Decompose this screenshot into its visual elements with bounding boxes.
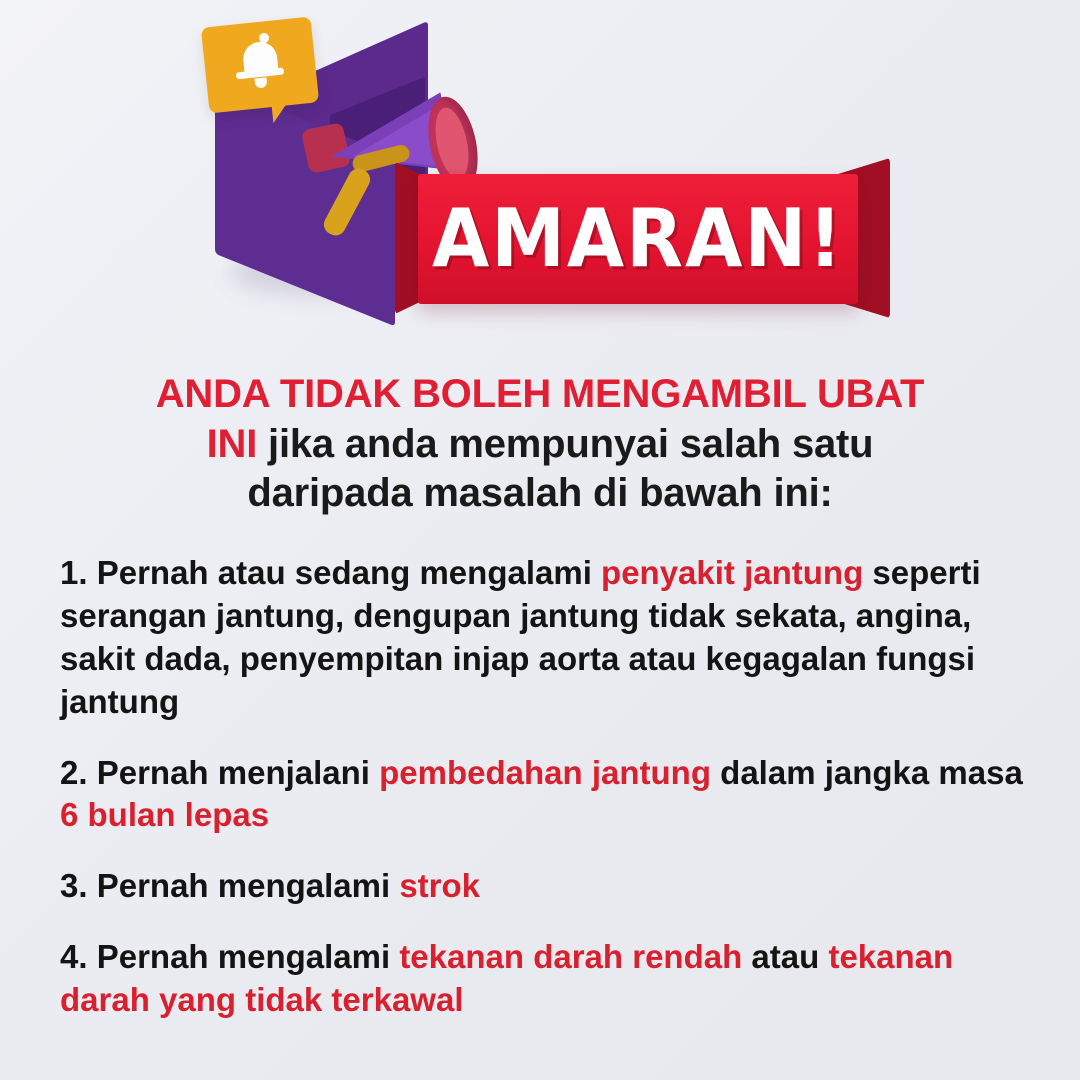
page-title <box>60 370 1020 519</box>
headline-part-4: daripada masalah di bawah ini: <box>247 471 833 516</box>
warning-list <box>60 552 1035 1022</box>
list-item-text: Pernah mengalami <box>87 867 400 905</box>
list-item-text: Pernah menjalani <box>87 753 380 791</box>
ribbon-banner <box>390 158 890 318</box>
list-item-number: 1. <box>60 554 88 591</box>
list-item <box>60 865 1035 908</box>
list-item-highlight: tekanan darah yang tidak terkawal <box>60 938 954 1019</box>
list-item <box>60 936 1035 1022</box>
hero-illustration <box>0 0 1080 345</box>
list-item-text: seperti serangan jantung, dengupan jantung tidak sekata, angina, sakit dada, penyempitan injap aorta atau kegagalan fungsi jantung <box>60 554 981 720</box>
headline-part-3: jika anda mempunyai salah satu <box>257 421 874 466</box>
list-item <box>60 552 1035 724</box>
list-item-highlight: penyakit jantung <box>601 554 864 591</box>
notification-bubble-tail <box>271 95 296 123</box>
banner-title: AMARAN! <box>431 192 845 286</box>
list-item-number: 2. <box>60 753 88 791</box>
list-item-number: 4. <box>60 938 88 976</box>
list-item-number: 3. <box>60 867 88 905</box>
list-item-text: atau <box>742 938 829 976</box>
list-item-highlight: pembedahan jantung <box>379 753 711 791</box>
list-item-text: Pernah mengalami <box>87 938 400 976</box>
list-item <box>60 752 1035 838</box>
list-item-text: Pernah atau sedang mengalami <box>87 554 602 591</box>
headline-part-1: ANDA TIDAK BOLEH MENGAMBIL UBAT <box>155 372 925 416</box>
list-item-highlight: 6 bulan lepas <box>60 796 270 834</box>
list-item-highlight: tekanan darah rendah <box>399 938 743 976</box>
headline-part-2: INI <box>206 421 258 466</box>
list-item-highlight: strok <box>399 867 481 905</box>
list-item-text: dalam jangka masa <box>711 753 1023 791</box>
ribbon-main <box>418 174 858 304</box>
